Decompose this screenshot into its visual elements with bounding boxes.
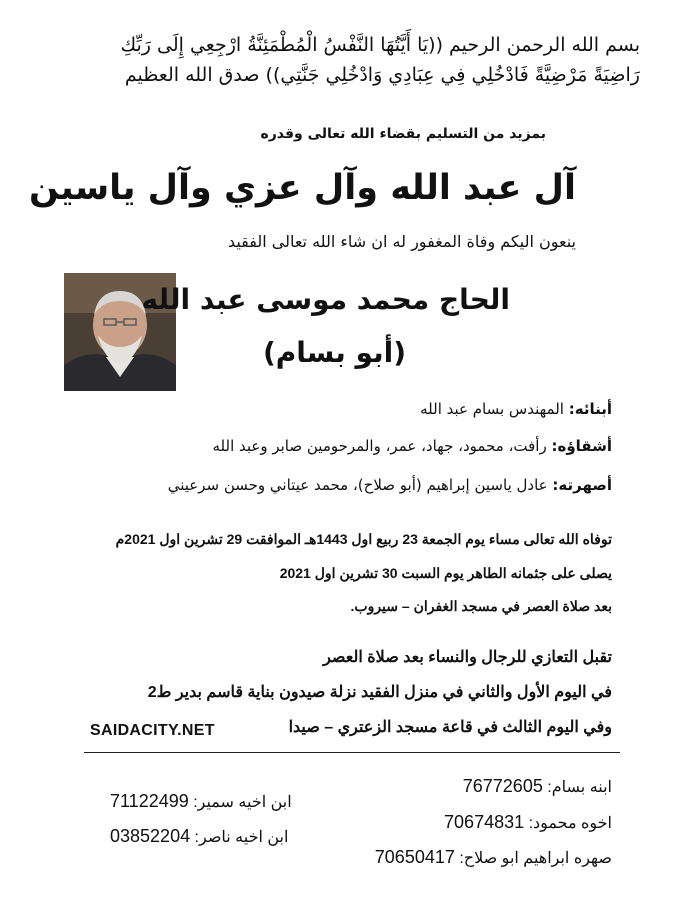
condolence-line-2: في اليوم الأول والثاني في منزل الفقيد نزلة صيدون بناية قاسم بدير ط2 (147, 684, 612, 701)
watermark-text: SAIDACITY.NET (90, 722, 215, 739)
death-announcement: توفاه الله تعالى مساء يوم الجمعة 23 ربيع اول 1443هـ الموافقت 29 تشرين اول 2021م (115, 531, 612, 547)
contact-nephew-samir (110, 791, 292, 812)
verse-line-2: رَاضِيَةً مَرْضِيَّةً فَادْخُلِي فِي عِبَادِي وَادْخُلِي جَنَّتِي)) صدق الله العظيم (124, 64, 640, 86)
relatives-value: المهندس بسام عبد الله (420, 400, 569, 418)
relatives-brothers (212, 437, 612, 455)
relatives-sons (420, 400, 612, 418)
families-heading: آل عبد الله وآل عزي وآل ياسين (28, 168, 576, 208)
contact-label: ابنه بسام: (547, 779, 612, 796)
relatives-in-laws (168, 476, 612, 494)
mourning-line: ينعون اليكم وفاة المغفور له ان شاء الله تعالى الفقيد (227, 232, 576, 251)
relatives-value: رأفت، محمود، جهاد، عمر، والمرحومين صابر وعبد الله (212, 437, 552, 455)
intro-line: بمزيد من التسليم بقضاء الله تعالى وقدره (260, 126, 546, 142)
verse-line-1: بسم الله الرحمن الرحيم ((يَا أَيَّتُهَا النَّفْسُ الْمُطْمَئِنَّةُ ارْجِعِي إِلَى رَبِّكِ (120, 34, 640, 56)
contact-number[interactable]: 71122499 (110, 791, 189, 811)
contact-number[interactable]: 70650417 (374, 847, 455, 867)
relatives-label: أشقاؤه: (551, 437, 612, 455)
relatives-value: عادل ياسين إبراهيم (أبو صلاح)، محمد عيتاني وحسن سرعيني (167, 476, 553, 494)
contact-number[interactable]: 70674831 (444, 812, 525, 832)
contact-in-law (375, 847, 612, 868)
divider (84, 752, 620, 753)
contact-number[interactable]: 03852204 (110, 826, 191, 846)
contact-number[interactable]: 76772605 (462, 776, 543, 796)
deceased-name: الحاج محمد موسى عبد الله (141, 283, 510, 316)
contact-son (463, 776, 612, 797)
contact-label: اخوه محمود: (528, 815, 612, 832)
contact-label: ابن اخيه ناصر: (194, 829, 289, 846)
prayer-line-1: يصلى على جثمانه الطاهر يوم السبت 30 تشرين اول 2021 (279, 565, 612, 581)
contact-nephew-nasser (110, 826, 288, 847)
condolence-line-1: تقبل التعازي للرجال والنساء بعد صلاة العصر (323, 649, 612, 666)
condolence-line-3: وفي اليوم الثالث في قاعة مسجد الزعتري – صيدا (288, 719, 612, 736)
relatives-label: أبنائه: (568, 400, 612, 418)
quran-verse (50, 30, 640, 90)
contact-brother (444, 812, 612, 833)
relatives-label: أصهرته: (552, 476, 612, 494)
prayer-line-2: بعد صلاة العصر في مسجد الغفران – سيروب. (350, 598, 612, 614)
deceased-kunya: (أبو بسام) (262, 336, 406, 369)
contact-label: ابن اخيه سمير: (193, 794, 292, 811)
contact-label: صهره ابراهيم ابو صلاح: (459, 850, 612, 867)
